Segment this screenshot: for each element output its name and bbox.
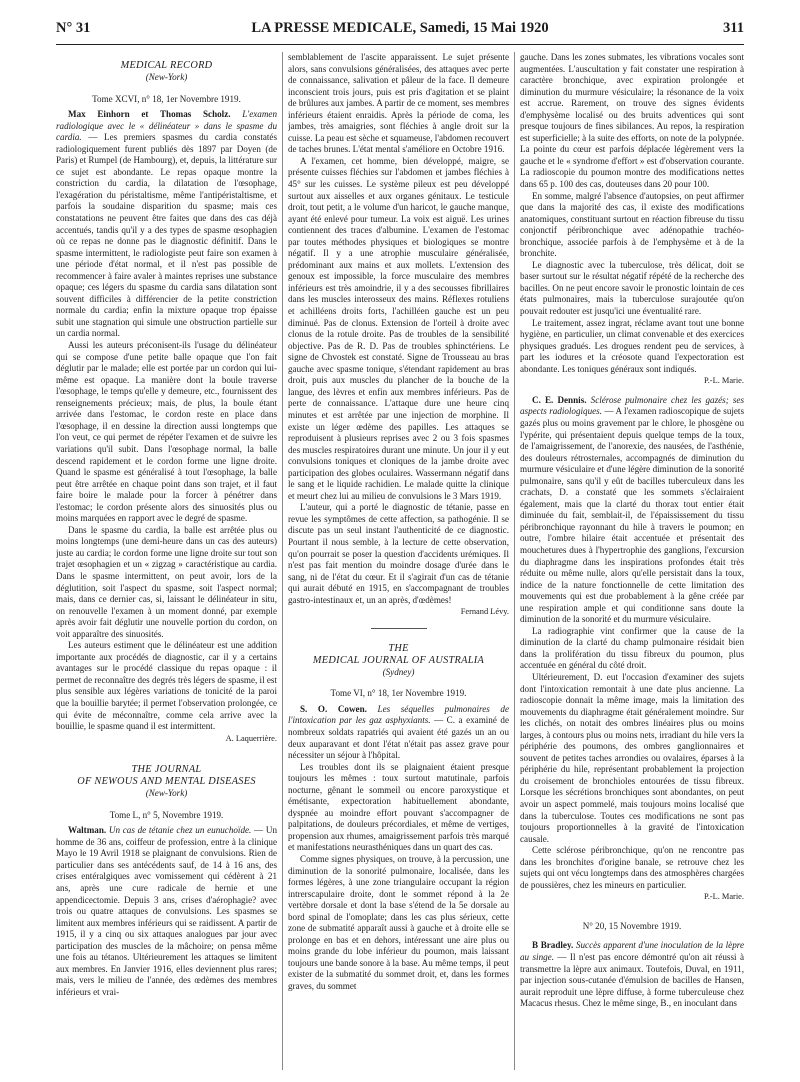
article-paragraph: Le diagnostic avec la tuberculose, très délicat, doit se baser surtout sur le résultat négatif répété de la recherche des bacilles. On ne peut encore savoir le pronostic lointain de ces états pulmonaires, mais la tuberculose surajoutée qu'on pouvait redouter est jusqu'ici une éventualité rare.: [520, 259, 744, 317]
article-author: B Bradley.: [532, 940, 574, 951]
journal-name: THE: [388, 642, 409, 654]
article-paragraph: Cette sclérose péribronchique, qu'on ne rencontre pas dans les bronchites d'origine banale, se retrouve chez les sujets qui ont vécu longtemps dans des atmosphères chargées de poussières, chez les mineurs en particulier.: [520, 845, 744, 890]
article-signature: A. Laquerrière.: [225, 733, 277, 743]
article-author: Waltman.: [68, 825, 107, 836]
article-paragraph: Dans le spasme du cardia, la balle est arrêtée plus ou moins longtemps (une demi-heure dans un cas des auteurs) juste au cardia; le cordon forme une ligne droite sur tout son trajet œsophagien et un « zigzag » caractéristique au cardia. Dans le spasme intermittent, on peut avoir, lors de la déglutition, soit l'aspect du spasme, soit l'aspect normal; mais, dans ce dernier cas, si, laissant le délinéateur in situ, on renouvelle l'examen à un moment donné, par exemple après avoir fait déglutir une nouvelle portion du cordon, on voit apparaître des sinuosités.: [56, 524, 277, 639]
issue-number: N° 31: [56, 20, 91, 36]
article-paragraph: [288, 704, 509, 762]
column-right: [520, 52, 744, 1074]
article-title: L'examen radiologique avec le « délinéateur » dans le spasme du cardia.: [56, 109, 277, 143]
article-paragraph: gauche. Dans les zones submates, les vibrations vocales sont augmentées. L'auscultation y fait constater une respiration à caractère bronchique, avec expiration prolongée et diminution du murmure vésiculaire; la résonance de la voix est accrue. Rarement, on trouve des signes évidents d'emphysème localisé ou des bruits adventices qui sont presque toujours de fines sibilances. Au repos, la respiration est superficielle; à la suite des efforts, on note de la polypnée. La pointe du cœur est parfois déplacée légèrement vers la gauche et le « syndrome d'effort » est d'observation courante. La radioscopie du poumon montre des modifications nettes dans 65 p. 100 des cas, douteuses dans 20 pour 100.: [520, 52, 744, 190]
article-author: C. E. Dennis.: [532, 394, 587, 405]
article-paragraph: Les troubles dont ils se plaignaient étaient presque toujours les mêmes : toux surtout matutinale, parfois nocturne, gênant le sommeil ou encore paroxystique et émétisante, expectoration habituellement abondante, dyspnée au moindre effort pouvant s'accompagner de palpitations, de douleurs précordiales, et même de vertiges, propension aux rhumes, amaigrissement parfois très marqué et manifestations neurasthéniques dans un quart des cas.: [288, 761, 509, 853]
article-paragraph: [56, 825, 277, 998]
article-paragraph: A l'examen, cet homme, bien développé, maigre, se présente cuisses fléchies sur l'abdomen et jambes fléchies à 45° sur les cuisses. Le système pileux est peu développé surtout aux aisselles et aux organes génitaux. Le testicule droit, tout petit, a le volume d'un haricot, le gauche manque, ayant été enlevé pour tumeur. La voix est aiguë. Les urines contiennent des traces d'albumine. L'examen de l'estomac par toutes méthodes physiques et biologiques se montre négatif. Il y a une atrophie musculaire généralisée, prédominant aux mains et aux mollets. L'extension des genoux est impossible, la force musculaire des membres inférieurs est très amoindrie, il y a des secousses fibrillaires dans les muscles interosseux des mains. Réflexes rotuliens et achilléens droits forts, l'achilléen gauche est un peu diminué. Pas de clonus. Extension de l'orteil à droite avec clonus de la rotule droite. Pas de troubles de la sensibilité objective. Pas de R. D. Pas de troubles sphinctériens. Le signe de Chvostek est constaté. Signe de Trousseau au bras gauche avec spasme tonique, s'étendant rapidement au bras droit, puis aux muscles du plancher de la bouche de la langue, des lèvres et enfin aux membres inférieurs. Pas de perte de connaissance. L'attaque dure une heure cinq minutes et est arrêtée par une injection de morphine. Il existe un léger œdème des papilles. Les attaques se reproduisent à plusieurs reprises avec 2 ou 3 fois spasmes des muscles respiratoires durant une minute. Un jour il y eut convulsions toniques et cloniques de la jambe droite avec participation des globes oculaires. Wassermann négatif dans le sang et le liquide rachidien. Le malade quitte la clinique et meurt chez lui au milieu de convulsions le 3 Mars 1919.: [288, 155, 509, 501]
journal-city: (New-York): [145, 72, 188, 82]
article-paragraph: En somme, malgré l'absence d'autopsies, on peut affirmer que dans la majorité des cas, il existe des modifications anatomiques, constituant surtout en réaction fibreuse du tissu conjonctif péribronchique avec adénopathie trachéo-bronchique, associée parfois à de l'emphysème et à de la bronchite.: [520, 190, 744, 259]
volume-line: N° 20, 15 Novembre 1919.: [582, 920, 682, 931]
article-paragraph: Ultérieurement, D. eut l'occasion d'examiner des sujets dont l'intoxication remontait à une date plus ancienne. La radioscopie donnait la même image, mais la limitation des mouvements du diaphragme était généralement moindre. Sur les clichés, on notait des ombres linéaires plus ou moins larges, à contours plus ou moins nets, irradiant du hile vers la périphérie des poumons, des ombres ganglionnaires et souvent de petites taches arrondies ou ovalaires, éparses à la périphérie du hile, représentant probablement la projection du croisement de bronchioles entourées de tissu fibreux. Lorsque les sécrétions bronchiques sont abondantes, on peut avoir un aspect pommelé, mais toujours moins localisé que dans la tuberculose. Toutes ces modifications ne sont pas toujours proportionnelles à la gravité de l'intoxication causale.: [520, 671, 744, 844]
article-paragraph: [520, 395, 744, 626]
volume-line: Tome VI, n° 18, 1er Novembre 1919.: [330, 688, 467, 699]
article-paragraph: Les auteurs estiment que le délinéateur est une addition importante aux procédés de diagnostic, car il y a certains avantages sur le procédé classique du repas opaque : il permet de reconnaître des degrés très légers de spasme, il est plus sensible aux légères variations de tonicité de la paroi que la bouillie barytée; il permet l'observation prolongée, ce qui évite de méconnaître, comme cela arrive avec la bouillie, le spasme quand il est intermittent.: [56, 640, 277, 732]
article-title: Un cas de tétanie chez un eunuchoïde.: [108, 825, 252, 836]
journal-city: (New-York): [145, 788, 188, 799]
journal-city: (Sydney): [382, 666, 415, 677]
article-paragraph: [56, 109, 277, 340]
article-author: S. O. Cowen.: [300, 703, 367, 714]
column-left: [56, 52, 277, 1074]
journal-name: THE JOURNAL: [131, 764, 202, 776]
article-text: — Les premiers spasmes du cardia constatés radiologiquement furent publiés dès 1897 par Doyen (de Paris) et Rumpel (de Hambourg), et, depuis, la littérature sur ce sujet est abondante. Le repas opaque montre la constriction du cardia, la dilatation de l'œsophage, l'exagération du péristaltisme, même l'antipéristaltisme, et parfois la soudaine disparition du spasme; mais ces constatations ne peuvent être faites que dans des cas déjà accentués, tandis qu'il y a des types de spasme œsophagien où ce repas ne donne pas le diagnostic définitif. Dans le spasme intermittent, le radiologiste peut faire son examen à une période d'état normal, et il n'est pas possible de recommencer à faire avaler à maintes reprises une substance opaque; ces légers du spasme du cardia sans dilatation sont souvent difficiles à différencier de la petite constriction normale du cardia; enfin la mixture opaque trop épaisse subit une stagnation qui simule une obstruction partielle sur un cardia normal.: [56, 132, 277, 339]
article-text: — A l'examen radioscopique de sujets gazés plus ou moins gravement par le chlore, le phosgène ou l'ypérite, qui présentaient depuis quelque temps de la toux, de l'amaigrissement, de l'anorexie, des nausées, de l'asthénie, des douleurs rétrosternales, accompagnés de diminution du murmure vésiculaire et d'une légère diminution de la sonorité pulmonaire, sans qu'il y eût de bacilles tuberculeux dans les crachats, D. a constaté que les sommets s'éclairaient également, mais que la clarté du thorax tout entier était diminuée du fait, semblait-il, de l'épaississement du tissu péribronchique rayonnant du hile à travers le poumon; en outre, l'ombre hilaire était accentuée et présentait des mouchetures dues à l'hypertrophie des ganglions, l'excursion du diaphragme dans les inspirations profondes était très réduite ou même nulle, alors qu'elle persistait dans la toux, indice de la nature fonctionnelle de cette limitation des mouvements qui est due probablement à la gêne créée par une respiration ample et qui conditionne sans doute la diminution de la sonorité et du murmure vésiculaire.: [520, 406, 744, 625]
page-number: 311: [723, 20, 744, 36]
article-signature: Fernand Lévy.: [460, 607, 509, 617]
article-text: — Un homme de 36 ans, coiffeur de profession, entre à la clinique Mayo le 19 Avril 1918 se plaignant de convulsions. Rien de particulier dans ses antécédents sauf, de 14 à 16 ans, des crises entéralgiques avec vomissement qui cédèrent à 21 ans, après une cure radicale de hernie et une appendicectomie. Depuis 3 ans, crises d'aérophagie? avec trois ou quatre attaques de convulsions. Les spasmes se limitent aux membres inférieurs qui se raidissent. A partir de 1915, il y a cinq ou six attaques analogues par jour avec participation des muscles de la mâchoire; on pensa même une fois au tétanos. Ultérieurement les attaques se limitent aux membres. En Janvier 1916, elles deviennent plus rares; mais, vers le milieu de l'année, des œdèmes des membres inférieurs et vrai-: [56, 825, 277, 997]
article-text: — Il n'est pas encore démontré qu'on ait réussi à transmettre la lèpre aux animaux. Toutefois, Duval, en 1911, par injection sous-cutanée d'émulsion de bacilles de Hansen, aurait reproduit une lèpre diffuse, à forme tuberculeuse chez Macacus rhesus. Chez le même singe, B., en inoculant dans: [520, 952, 744, 1009]
article-signature: P.-L. Marie.: [703, 376, 744, 386]
page-header: [56, 20, 744, 42]
newspaper-title: LA PRESSE MEDICALE, Samedi, 15 Mai 1920: [251, 20, 549, 36]
article-author: Max Einhorn et Thomas Scholz.: [68, 109, 231, 120]
article-title: Les séquelles pulmonaires de l'intoxication par les gaz asphyxiants.: [288, 703, 509, 726]
article-title: Sclérose pulmonaire chez les gazés; ses aspects radiologiques.: [520, 394, 744, 417]
volume-line: Tome XCVI, n° 18, 1er Novembre 1919.: [92, 93, 241, 104]
article-paragraph: L'auteur, qui a porté le diagnostic de tétanie, passe en revue les symptômes de cette affection, sa pathogénie. Il se discute pas un seul instant l'authenticité de ce diagnostic. Pourtant il nous semble, à la lecture de cette observation, qu'on pourrait se poser la question d'accidents urémiques. Il n'est pas fait mention du moindre dosage d'urée dans le sang, ni de l'état du cœur. Et il s'agirait d'un cas de tétanie qui aurait débuté en 1915, en s'accompagnant de troubles gastro-intestinaux et, un an après, d'œdèmes!: [288, 502, 509, 605]
header-rule: [56, 44, 744, 45]
column-divider: [514, 52, 515, 1070]
journal-name: MEDICAL JOURNAL OF AUSTRALIA: [312, 654, 485, 666]
article-title: Succès apparent d'une inoculation de la lèpre au singe.: [520, 940, 744, 963]
article-paragraph: [520, 940, 744, 1009]
column-divider: [282, 52, 283, 1070]
article-signature: P.-L. Marie.: [703, 892, 744, 902]
article-text: — C. a examiné de nombreux soldats rapatriés qui avaient été gazés un an ou deux auparavant et dont l'état n'était pas assez grave pour nécessiter un séjour à l'hôpital.: [288, 715, 509, 761]
journal-name: OF NEWOUS AND MENTAL DISEASES: [77, 776, 256, 788]
article-paragraph: La radiographie vint confirmer que la cause de la diminution de la clarté du champ pulmonaire résidait bien dans la prolifération du tissu fibreux du poumon, plus accentuée en général du côté droit.: [520, 625, 744, 671]
volume-line: Tome L, n° 5, Novembre 1919.: [109, 809, 224, 820]
column-middle: [288, 52, 509, 1074]
article-paragraph: Comme signes physiques, on trouve, à la percussion, une diminution de la sonorité pulmonaire, localisée, dans les formes légères, à une zone triangulaire occupant la région intrerscapulaire droite, dont le sommet répond à la 2e vertèbre dorsale et dont la base s'étend de la 5e dorsale au bord spinal de l'omoplate; dans les cas plus sérieux, cette zone de submatité apparaît aussi à gauche et à droite elle se prolonge en bas et en dehors, intéressant une aire plus ou moins grande du lobe inférieur du poumon, mais laissant toujours une bande sonore à la base. Au même temps, il peut exister de la submatité du sommet droit, et, dans les formes graves, du sommet: [288, 854, 509, 992]
journal-name: MEDICAL RECORD: [120, 60, 213, 71]
article-paragraph: semblablement de l'ascite apparaissent. Le sujet présente alors, sans convulsions généralisées, des attaques avec perte de connaissance, salivation et pâleur de la face. Il demeure inconscient trois jours, puis est pris d'agitation et se plaint de brûlures aux jambes. A partir de ce moment, ses membres inférieurs étaient enraidis. Après la période de coma, les jambes, très amaigries, sont fléchies à angle droit sur la cuisse. La peau est sèche et squameuse, l'abdomen recouvert de taches brunes. L'état mental s'améliore en Octobre 1916.: [288, 52, 509, 155]
article-paragraph: Aussi les auteurs préconisent-ils l'usage du délinéateur qui se compose d'une petite balle opaque que l'on fait déglutir par le malade; elle est portée par un cordon qui lui-même est opaque. La manière dont la boule traverse l'œsophage, le temps qu'elle y demeure, etc., fournissent des renseignements précieux; mais, de plus, la boule étant arrivée dans l'estomac, le cordon reste en place dans l'œsophage, il en dessine la direction aussi longtemps que l'on veut, ce qui permet de répéter l'examen et de suivre les variations qu'il subit. Dans l'œsophage normal, la balle descend rapidement et le cordon forme une ligne droite. Quand le spasme est généralisé à tout l'œsophage, la balle peut être arrêtée en chaque point dans son trajet, et il faut faire boire le malade pour la forcer à pénétrer dans l'estomac; le cordon présente alors des sinuosités plus ou moins marquées en rapport avec le degré de spasme.: [56, 340, 277, 524]
article-paragraph: Le traitement, assez ingrat, réclame avant tout une bonne hygiène, en particulier, un climat convenable et des exercices physiques gradués. Les drogues rendent peu de services, à part les iodures et la créosote quand l'expectoration est abondante. Les toniques généraux sont indiqués.: [520, 317, 744, 374]
